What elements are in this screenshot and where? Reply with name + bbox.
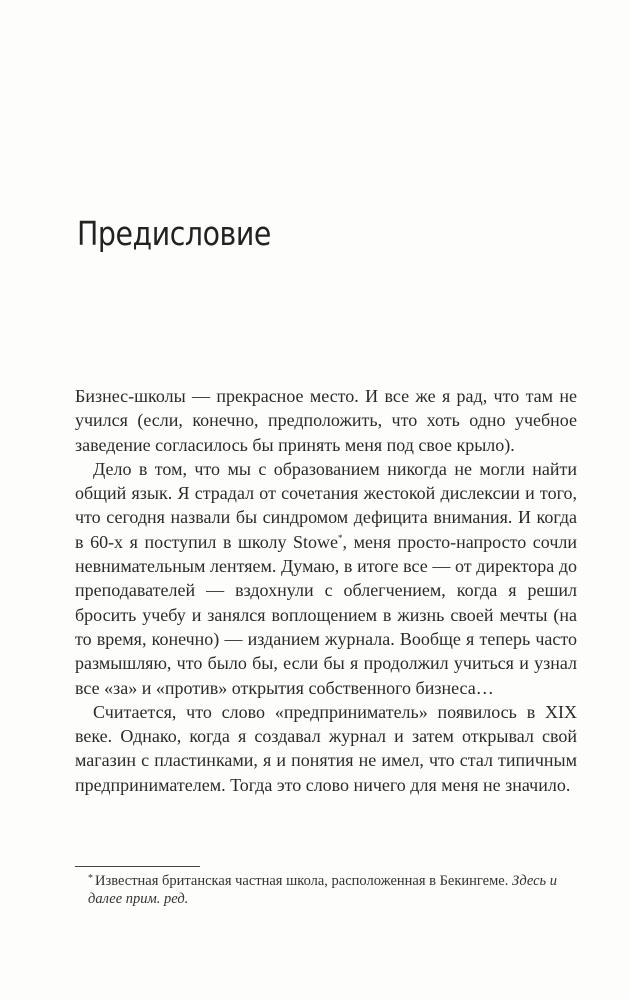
paragraph-1: Бизнес-школы — прекрасное место. И все же я рад, что там не учился (если, конечно, предположить, что хоть одно учебное заведение согласилось бы принять меня под свое крыло). [75,386,577,455]
chapter-title: Предисловие [77,214,271,253]
footnote-divider [75,866,200,867]
footnote-text: Известная британская частная школа, расположенная в Бекингеме. [95,873,512,889]
footnote-mark: * [88,873,93,884]
paragraph-2-text-b: , меня просто-напросто сочли невнимательным лентяем. Думаю, в итоге все — от директора до преподавателей — вздохнули с облегчением, когда я решил бросить учебу и занялся воплощением в жизнь своей мечты (на то время, конечно) — изданием журнала. Вообще я теперь часто размышляю, что было бы, если бы я продолжил учиться и узнал все «за» и «против» открытия собственного бизнеса… [75,531,578,698]
footnote-reference-mark: * [338,532,343,543]
footnote [88,870,578,908]
paragraph-2-text-a: Дело в том, что мы с образованием никогда не могли найти общий язык. Я страдал от сочетания жестокой дислексии и того, что сегодня назвали бы синдромом дефицита внимания. И когда в 60-х я поступил в школу Stowe [75,458,577,552]
chapter-body [75,384,577,797]
footnote-italic-note: Здесь и далее прим. ред. [88,873,558,907]
paragraph-3: Считается, что слово «предприниматель» появилось в XIX веке. Однако, когда я создавал журнал и затем открывал свой магазин с пластинками, я и понятия не имел, что стал типичным предпринимателем. Тогда это слово ничего для меня не значило. [75,701,577,795]
paragraph-2 [75,457,577,700]
